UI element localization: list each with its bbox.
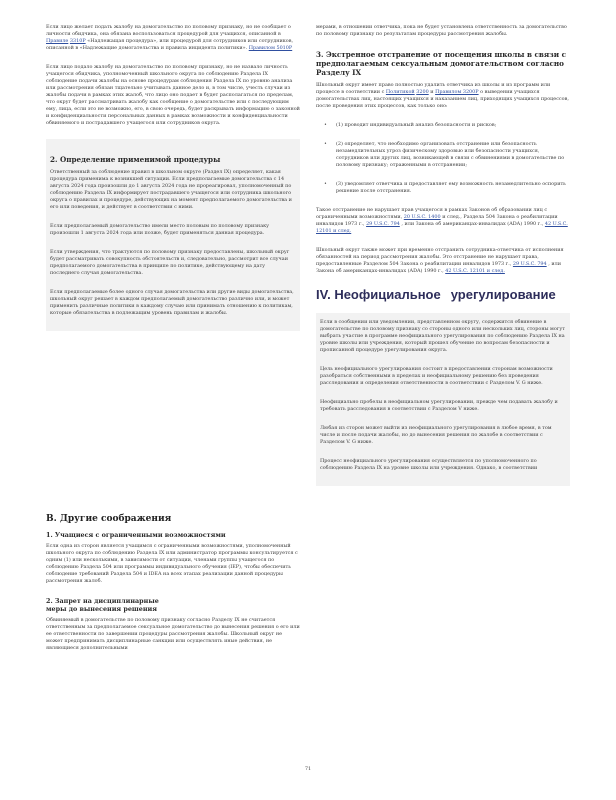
link-rule-3200p[interactable]: Правилом 3200P xyxy=(435,89,479,95)
list-item-risk-analysis: • (1) проводит индивидуальный анализ безопасности и рисков; xyxy=(324,122,497,128)
link-3310p[interactable]: 3310P xyxy=(69,38,86,44)
paragraph-informal-4: Любая из сторон может выйти из неофициального урегулирования в любое время, в том числе и после подачи жалобы, но до вынесения решения по жалобе в соответствии с Разделом V. G ниже. xyxy=(320,425,552,445)
paragraph-emergency-removal: Школьный округ имеет право полностью удалить ответчика из школы и из программ или процессе в соответствии с Политикой 3200 и Правилом 3200P о выведении учащихся домогательствах лиц, настоящих учащихся и наказанием лиц, приходящих учащихся процессов, после проведения этих процессов, как только оно: xyxy=(316,82,569,109)
paragraph-procedure-3: Если утверждения, что трактуются по половому признаку предоставлены, школьный округ будет рассматривать совокупность обстоятельств и, следовательно, рассмотрит все случаи предполагаемого домогательства в принципе по политике, действующему на дату последнего случая домогательства. xyxy=(50,249,290,276)
paragraph-informal-5: Процесс неофициального урегулирования осуществляется по уполномоченного по соблюдению Раздела IX на уровне школы или учреждения. Однако, в соответствии xyxy=(320,458,538,471)
left-column-lower xyxy=(46,504,300,664)
paragraph-removal-rights: Такое отстранение не нарушает прав учащегося в рамках Законов об образовании лиц с ограниченными возможностями, 20 U.S.C. 1400 и след., Раздела 504 Закона о реабилитации инвалидов 1973 г., 29 U.S.C. 794 , или Закона об американцах-инвалидах (ADA) 1990 г., 42 U.S.C. 12101 и след. xyxy=(316,207,568,234)
paragraph-procedure-2: Если предполагаемый домогательство имели место половым по половому признаку произошли 1 августа 2024 года или позже, будет применяться данная процедура. xyxy=(50,223,270,236)
paragraph-procedure-4: Если предполагаемые более одного случая домогательства или другие виды домогательства, школьный округ решает в каждом предполагаемый домогательство различно или, и может применить различные политики в каждому случаю или принимать отношению к политикам, которые обязательства в подлежащим уровень правилам и жалобы. xyxy=(50,289,294,316)
shaded-section-procedure xyxy=(46,139,300,331)
heading-emergency-removal: 3. Экстренное отстранение от посещения школы в связи с предполагаемым сексуальным домогательством согласно Разделу IX xyxy=(316,50,566,77)
bullet-icon: • xyxy=(324,141,327,147)
paragraph-procedure-1: Ответственный за соблюдение правил в школьном округе (Раздел IX) определяет, какая процедура применима к возникшей ситуации. Если предполагаемые домогательства с 14 августа 2024 года произошли до 1 августа 2024 года не прореагировал, уполномоченный по соблюдению Раздела IX информирует пострадавшего учащегося или сотрудника школьного округа о правилах и процедуре, действующих на момент предполагаемого домогательства и его или поведения, и действует в соответствии с ними. xyxy=(50,169,292,210)
link-20-usc-1400[interactable]: 20 U.S.C. 1400 xyxy=(403,214,441,220)
paragraph-disciplinary-ban: Обвиняемый в домогательстве по половому признаку согласно Разделу IX не считается ответственным за предполагаемое сексуальное домогательство до вынесения решения о его или ее ответственности по завершении процедуры рассмотрения жалобы. Школьный округ не может предпринимать дисциплинарные санкции или осуществлять иные действия, не являющиеся дополнительными xyxy=(46,617,300,651)
link-policy[interactable]: Политикой xyxy=(385,89,415,95)
paragraph-employee-leave: Школьный округ также может при временно отстранить сотрудника-ответчика от исполнения обязанностей на период рассмотрения жалобы. Это отстранение не нарушает права, предоставленные Разделом 504 Закона о реабилитации инвалидов 1973 г., 29 U.S.C. 794 , или Закона об американцах-инвалидах (ADA) 1990 г., 42 U.S.C. 12101 и след. xyxy=(316,247,564,274)
paragraph-students-disabilities: Если одна из сторон является учащимся с ограниченными возможностями, уполномоченный школьного округа по соблюдению Раздела IX или администратор программы консультируется с одним (1) или несколькими, в зависимости от ситуации, членами группы учащегося по соблюдению Раздела 504 или программы индивидуального обучения (IEP), чтобы обеспечить соблюдение требований Раздела 504 и IDEA на всех этапах реализации данной процедуры рассмотрения жалоб. xyxy=(46,543,298,584)
heading-informal-resolution: IV. Неофициальное урегулирование xyxy=(316,287,556,302)
heading-disciplinary-ban: 2. Запрет на дисциплинарные меры до вынесения решения xyxy=(46,597,159,613)
link-42-usc-12101-b[interactable]: 42 U.S.C. 12101 и след. xyxy=(445,268,505,274)
page-number: 71 xyxy=(304,766,312,772)
paragraph-anonymous-complaint: Если лицо желает подать жалобу на домогательство по половому признаку, но не сообщает о личности обидчика, она обязана воспользоваться процедурой для учащихся, описанной в Правиле 3310P «Надлежащая процедура», или процедурой для сотрудников или сотрудников, описанной в «Надлежащие домогательства и правила инцидента политики». Правилом 5010P xyxy=(46,24,294,51)
bullet-icon: • xyxy=(324,181,327,187)
link-rule[interactable]: Правиле xyxy=(46,38,69,44)
paragraph-continuation: мерами, в отношении ответчика, пока не будет установлена ответственность за домогательство по половому признаку по результатам процедуры рассмотрения жалобы. xyxy=(316,24,567,37)
heading-other-considerations: В. Другие соображения xyxy=(46,514,172,524)
shaded-section-informal xyxy=(316,313,570,486)
left-column xyxy=(46,24,300,343)
right-column xyxy=(316,24,570,498)
link-3200[interactable]: 3200 xyxy=(416,89,429,95)
link-29-usc-794[interactable]: 29 U.S.C. 794 xyxy=(366,221,400,227)
paragraph-informal-1: Если в сообщении или уведомлении, представленном округу, содержится обвинение в домогательстве по половому признаку со стороны одного или нескольких лиц, стороны могут выбрать участие в программе неофициального урегулирования по соблюдению Раздела IX на уровне школы или учреждения, который прошел обучение по вопросам безопасности и прописанной процедуре урегулирования округа. xyxy=(320,319,565,353)
paragraph-informal-2: Цель неофициального урегулирования состоит в предоставлении сторонам возможности разобраться собственными в пределах и неофициальному решению без проведения расследования и определения ответственности в соответствии с Разделом V. G ниже. xyxy=(320,366,553,386)
paragraph-informal-3: Неофициально пробелы в неофициальном урегулировании, прежде чем подавать жалобу и требовать расследования в соответствии с Разделом V ниже. xyxy=(320,399,558,412)
link-42-usc-12101[interactable]: 42 U.S.C. 12101 и след. xyxy=(316,221,568,234)
link-29-usc-794-b[interactable]: 29 U.S.C. 794 xyxy=(512,261,547,267)
list-item-threat: • (2) определяет, что необходимо организовать отстранение или безопасность незамедлительных угроз физическому здоровью или безопасности учащихся, сотрудников или других лиц, возникающей в связи с обвинениями в домогательстве по половому признаку; отраженными в отстранении; xyxy=(324,141,565,168)
bullet-icon: • xyxy=(324,122,327,128)
list-item-notify: • (3) уведомляет ответчика и предоставляет ему возможность незамедлительно оспорить решение после отстранения. xyxy=(324,181,566,194)
heading-applicable-procedure: 2. Определение применимой процедуры xyxy=(50,155,221,164)
link-rule-5010p[interactable]: Правилом 5010P xyxy=(248,45,293,51)
heading-students-disabilities: 1. Учащиеся с ограниченными возможностями xyxy=(46,531,226,539)
paragraph-unnamed-respondent: Если лицо подало жалобу на домогательство по половому признаку, но не назвало личность учащегося обидчика, уполномоченный школьного округа по соблюдению Раздела IX соблюдение подачи жалобы на основе процедурам соблюдения Раздела IX по уровню анализа или рассмотрения обязан тщательно учитывать данное дело и, в том числе, учесть случаи из жалобы подачи в рамках этих жалоб, что лицо оно подает в будет располагаться по пределам, что округ будет рассматривать жалобу как сообщение о домогательстве или с последующим ему, лица, если это не возможно, его, в свою очередь, будет раскрывать информацию о законной и конфиденциальности персональных данных в рамках возможности и конфиденциальности обвиняемого и пострадавшего учащегося или сотрудников округа. xyxy=(46,64,300,126)
